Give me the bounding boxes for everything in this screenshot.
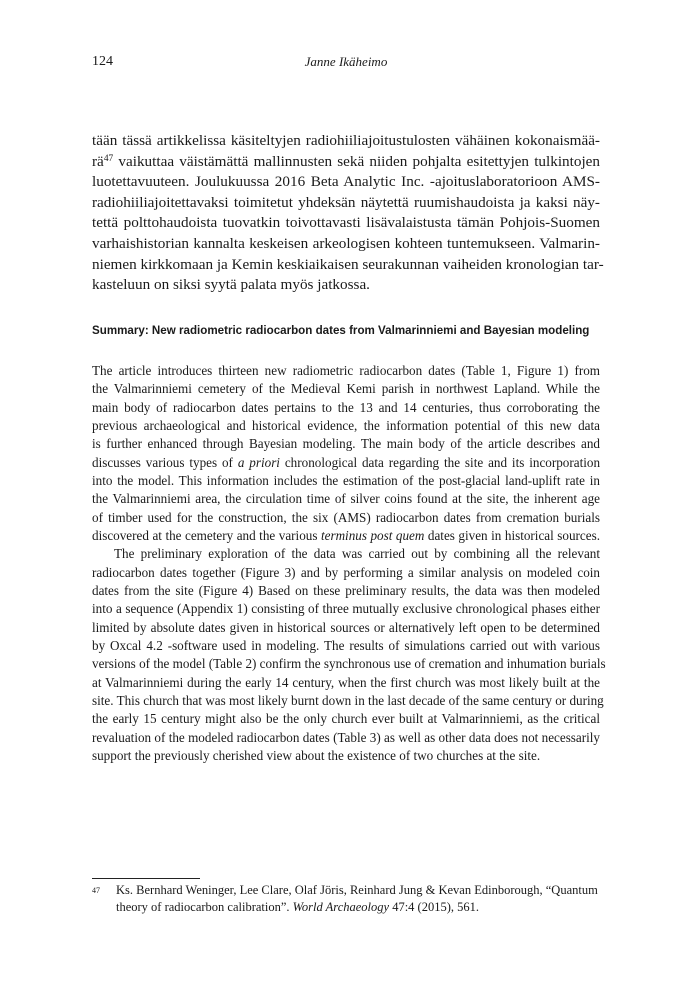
text-fragment: at Valmarinniemi during the early 14 [92, 674, 289, 690]
text-fragment: chronological data regarding the site and its incorporation [279, 454, 601, 470]
footnote-reference[interactable]: 47 [103, 153, 114, 164]
summary-line: by Oxcal 4.2 -software used in modeling. The results of simulations carried out with various [92, 637, 600, 653]
text-fragment: 47:4 (2015), 561. [389, 900, 480, 914]
text-fragment: discusses various types of [92, 454, 238, 470]
summary-line: previous archaeological and historical evidence, the information potential of this new data [92, 417, 600, 433]
footnote-divider [92, 878, 200, 879]
text-line: tettä polttohaudoista tuovatkin toivottavasti lisävalaistusta tämän Pohjois-Suomen [92, 214, 600, 232]
text-fragment: rä [92, 152, 104, 170]
footnote [92, 882, 600, 916]
text-fragment: main body of radiocarbon dates pertains to the 13 [92, 399, 373, 415]
footnote-number: 47 [92, 886, 100, 895]
summary-line [92, 674, 600, 692]
summary-line: of timber used for the construction, the six (AMS) radiocarbon dates from cremation burials [92, 509, 600, 525]
journal-title: World Archaeology [292, 900, 390, 914]
summary-line: revaluation of the modeled radiocarbon dates (Table 3) as well as other data does not necessarily [92, 729, 600, 745]
text-line: varhaishistorian kannalta keskeisen arkeologisen kohteen tuntemukseen. Valmarin- [92, 234, 600, 252]
summary-line [92, 527, 600, 545]
text-fragment: and 14 [372, 399, 417, 415]
summary-line: The article introduces thirteen new radiometric radiocarbon dates (Table 1, Figure 1) from [92, 363, 600, 378]
summary-line: into the model. This information includes the estimation of the post-glacial land-uplift rate in [92, 472, 600, 488]
footnote-line [116, 899, 600, 916]
summary-body [92, 362, 606, 765]
summary-line: limited by absolute dates given in historical sources or alternatively left open to be determined [92, 619, 600, 635]
text-fragment: the early 15 [92, 711, 157, 727]
summary-line: The preliminary exploration of the data was carried out by combining all the relevant [114, 546, 600, 562]
summary-line: into a sequence (Appendix 1) consisting of three mutually exclusive chronological phases either [92, 601, 600, 617]
text-fragment: vaikuttaa väistämättä mallinnusten sekä niiden pohjalta esitettyjen tulkintojen [118, 152, 600, 170]
text-line: luotettavuuteen. Joulukuussa 2016 Beta Analytic Inc. -ajoituslaboratorioon AMS- [92, 173, 600, 191]
finnish-paragraph [92, 131, 604, 296]
footnote-line: Ks. Bernhard Weninger, Lee Clare, Olaf Jöris, Reinhard Jung & Kevan Edinborough, “Quantum [116, 883, 598, 897]
text-fragment: century, when the first church was most likely built at the [288, 674, 600, 690]
summary-line: dates from the site (Figure 4) Based on these preliminary results, the data was then modeled [92, 582, 600, 598]
summary-line [92, 710, 600, 728]
italic-term: a priori [237, 454, 280, 470]
text-line: kasteluun on siksi syytä palata myös jatkossa. [92, 276, 370, 294]
summary-line: the Valmarinniemi area, the circulation time of silver coins found at the site, the inherent age [92, 491, 600, 507]
text-fragment: discovered at the cemetery and the various [92, 527, 321, 543]
text-line: radiohiiliajoitettavaksi toimitetut yhdeksän näytettä ruumishaudoista ja kaksi näy- [92, 193, 600, 211]
summary-line [92, 454, 600, 472]
text-line [92, 152, 600, 173]
summary-line: is further enhanced through Bayesian modeling. The main body of the article describes and [92, 436, 600, 452]
text-fragment: theory of radiocarbon calibration”. [116, 900, 293, 914]
footnote-text [92, 882, 600, 916]
text-line: niemen kirkkomaan ja Kemin keskiaikaisen seurakunnan vaiheiden kronologian tar- [92, 255, 604, 273]
summary-line: the Valmarinniemi cemetery of the Medieval Kemi parish in northwest Lapland. While the [92, 381, 600, 397]
text-line: tään tässä artikkelissa käsiteltyjen radiohiiliajoitustulosten vähäinen kokonaismää- [92, 132, 600, 149]
summary-heading: Summary: New radiometric radiocarbon dates from Valmarinniemi and Bayesian modeling [92, 324, 590, 337]
text-fragment: dates given in historical sources. [424, 527, 600, 543]
summary-line: radiocarbon dates together (Figure 3) and by performing a similar analysis on modeled coin [92, 564, 600, 580]
summary-line [92, 399, 600, 417]
text-fragment: century might also be the only church ever built at Valmarinniemi, as the critical [156, 711, 600, 727]
text-fragment: centuries, thus corroborating the [416, 399, 600, 415]
page-number: 124 [92, 54, 113, 69]
summary-line: versions of the model (Table 2) confirm the synchronous use of cremation and inhumation burials [92, 656, 606, 672]
summary-line: site. This church that was most likely burnt down in the last decade of the same century or during [92, 692, 604, 708]
italic-term: terminus post quem [320, 527, 425, 543]
running-header-author: Janne Ikäheimo [304, 54, 388, 69]
summary-line: support the previously cherished view about the existence of two churches at the site. [92, 747, 541, 763]
